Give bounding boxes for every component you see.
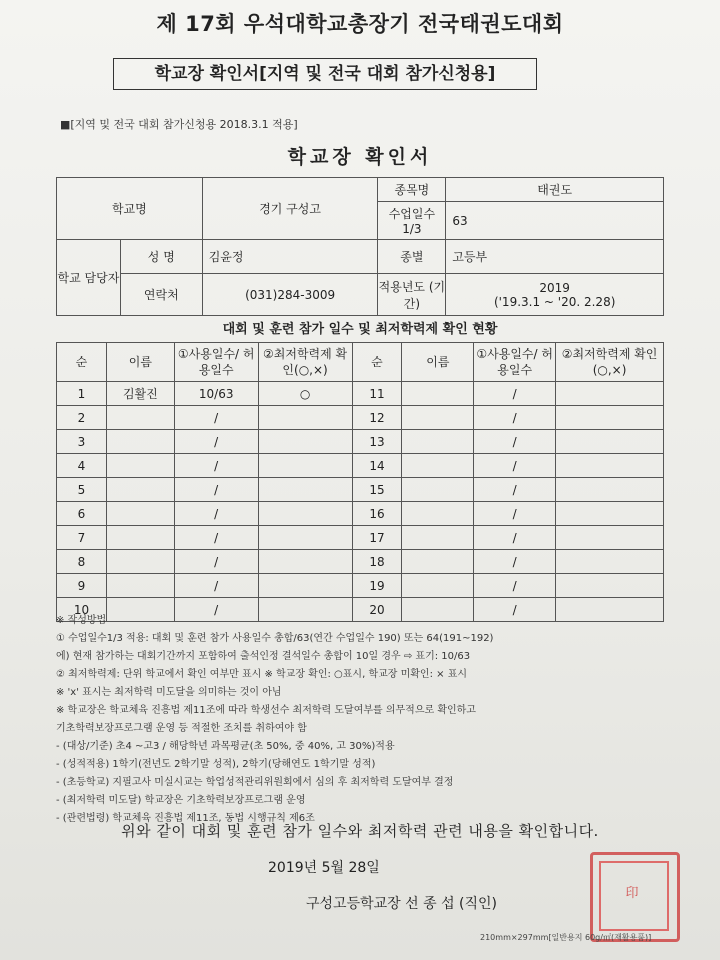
col-check: ②최저학력제 확인(○,×) [556,343,664,382]
row-days: / [174,502,258,526]
row-days: / [474,454,556,478]
row-name [106,454,174,478]
row-check [258,502,352,526]
date: 2019년 5월 28일 [268,860,380,876]
note-line: - (성적적용) 1학기(전년도 2학기말 성적), 2학기(당해연도 1학기말 성적) [56,759,376,770]
row-check [258,406,352,430]
row-name [402,478,474,502]
row-name [402,526,474,550]
row-name: 김활진 [106,382,174,406]
year-cell [446,274,664,316]
page-title: 제 17회 우석대학교총장기 전국태권도대회 [156,12,564,36]
row-number: 12 [352,406,402,430]
row-check [556,574,664,598]
row-days: / [174,550,258,574]
row-check [258,574,352,598]
table-row [57,550,664,574]
note-line: ※ 작성방법 [56,615,107,626]
row-days: / [174,526,258,550]
year-value: 2019 [539,280,570,295]
instructions [56,612,676,828]
form-tag: ■[지역 및 전국 대회 참가신청용 2018.3.1 적용] [60,118,298,131]
division-label: 종별 [378,240,446,274]
table-row [57,454,664,478]
row-number: 13 [352,430,402,454]
row-name [106,550,174,574]
row-number: 8 [57,550,107,574]
row-name [106,502,174,526]
table-header-row [57,343,664,382]
school-label: 학교명 [57,178,203,240]
note-line: ② 최저학력제: 단위 학교에서 확인 여부만 표시 ※ 학교장 확인: ○표시, 학교장 미확인: × 표시 [56,669,468,680]
row-number: 17 [352,526,402,550]
row-name [106,478,174,502]
note-line: - (대상/기준) 초4 ~고3 / 해당학년 과목평균(초 50%, 중 40%, 고 30%)적용 [56,741,395,752]
row-number: 2 [57,406,107,430]
row-number: 11 [352,382,402,406]
row-number: 7 [57,526,107,550]
row-number: 15 [352,478,402,502]
row-days: / [474,478,556,502]
col-no: 순 [352,343,402,382]
col-check: ②최저학력제 확인(○,×) [258,343,352,382]
col-days: ①사용일수/ 허용일수 [174,343,258,382]
row-days: / [174,406,258,430]
row-days: / [474,526,556,550]
official-seal [590,852,680,942]
row-check: ○ [258,382,352,406]
note-line: ※ 'x' 표시는 최저학력 미도달을 의미하는 것이 아님 [56,687,282,698]
row-name [106,526,174,550]
row-check [556,454,664,478]
contact-label: 연락처 [120,274,202,316]
table-row [57,382,664,406]
row-check [556,382,664,406]
row-days: / [474,430,556,454]
row-number: 9 [57,574,107,598]
row-name [106,406,174,430]
table-row [57,526,664,550]
row-check [258,526,352,550]
row-days: / [174,454,258,478]
row-number: 19 [352,574,402,598]
name-label: 성 명 [120,240,202,274]
row-days: / [474,406,556,430]
row-days: / [174,430,258,454]
note-line: 기초학력보장프로그램 운영 등 적절한 조치를 취하여야 함 [56,723,307,734]
row-days: / [174,598,258,622]
table-row [57,502,664,526]
row-number: 10 [57,598,107,622]
division-value: 고등부 [446,240,664,274]
row-check [258,478,352,502]
row-check [556,502,664,526]
row-check [556,406,664,430]
col-no: 순 [57,343,107,382]
row-days: 10/63 [174,382,258,406]
row-number: 4 [57,454,107,478]
days-label: 수업일수 1/3 [378,202,446,240]
note-line: 에) 현재 참가하는 대회기간까지 포함하여 출석인정 결석일수 총합이 10일 경우 ⇨ 표기: 10/63 [56,651,471,662]
subtitle-box: 학교장 확인서[지역 및 전국 대회 참가신청용] [113,58,537,90]
document-title: 학교장 확인서 [287,146,433,168]
table-row [57,430,664,454]
note-line: - (최저학력 미도달) 학교장은 기초학력보장프로그램 운영 [56,795,306,806]
col-name: 이름 [106,343,174,382]
contact-value: (031)284-3009 [202,274,378,316]
row-number: 3 [57,430,107,454]
confirmation-statement: 위와 같이 대회 및 훈련 참가 일수와 최저학력 관련 내용을 확인합니다. [121,822,599,840]
row-check [258,454,352,478]
table-row [57,478,664,502]
row-days: / [474,550,556,574]
col-days: ①사용일수/ 허용일수 [474,343,556,382]
table-row [57,574,664,598]
seal-mark: 印 [625,886,639,901]
row-name [402,430,474,454]
row-days: / [474,502,556,526]
row-number: 20 [352,598,402,622]
row-check [556,430,664,454]
event-value: 태권도 [446,178,664,202]
row-number: 6 [57,502,107,526]
row-number: 5 [57,478,107,502]
row-days: / [474,382,556,406]
period-value: ('19.3.1 ~ '20. 2.28) [493,294,616,309]
row-name [402,550,474,574]
participation-table [56,342,664,622]
year-label: 적용년도 (기간) [378,274,446,316]
school-value: 경기 구성고 [202,178,378,240]
row-name [402,574,474,598]
row-name [402,382,474,406]
row-days: / [474,598,556,622]
note-line: ※ 학교장은 학교체육 진흥법 제11조에 따라 학생선수 최저학력 도달여부를 의무적으로 확인하고 [56,705,476,716]
row-number: 16 [352,502,402,526]
staff-label: 학교 담당자 [57,240,121,316]
row-days: / [174,574,258,598]
name-value: 김윤정 [202,240,378,274]
info-table [56,177,664,316]
row-name [402,454,474,478]
row-name [402,406,474,430]
row-days: / [474,574,556,598]
event-label: 종목명 [378,178,446,202]
row-name [402,502,474,526]
row-number: 14 [352,454,402,478]
row-check [556,550,664,574]
note-line: - (관련법령) 학교체육 진흥법 제11조, 동법 시행규칙 제6조 [56,813,315,824]
row-name [106,574,174,598]
table-row [57,406,664,430]
days-value: 63 [446,202,664,240]
note-line: - (초등학교) 지필고사 미실시교는 학업성적관리위원회에서 심의 후 최저학력 도달여부 결정 [56,777,454,788]
note-line: ① 수업일수1/3 적용: 대회 및 훈련 참가 사용일수 총합/63(연간 수업일수 190) 또는 64(191~192) [56,633,494,644]
signer: 구성고등학교장 선 종 섭 (직인) [306,896,498,912]
row-check [556,478,664,502]
col-name: 이름 [402,343,474,382]
row-check [556,526,664,550]
row-name [106,430,174,454]
section-title: 대회 및 훈련 참가 일수 및 최저학력제 확인 현황 [222,322,498,337]
row-check [258,550,352,574]
row-check [258,430,352,454]
row-number: 1 [57,382,107,406]
paper-spec: 210mm×297mm[일반용지 60g/㎡(재활용품)] [480,933,652,942]
row-days: / [174,478,258,502]
row-number: 18 [352,550,402,574]
